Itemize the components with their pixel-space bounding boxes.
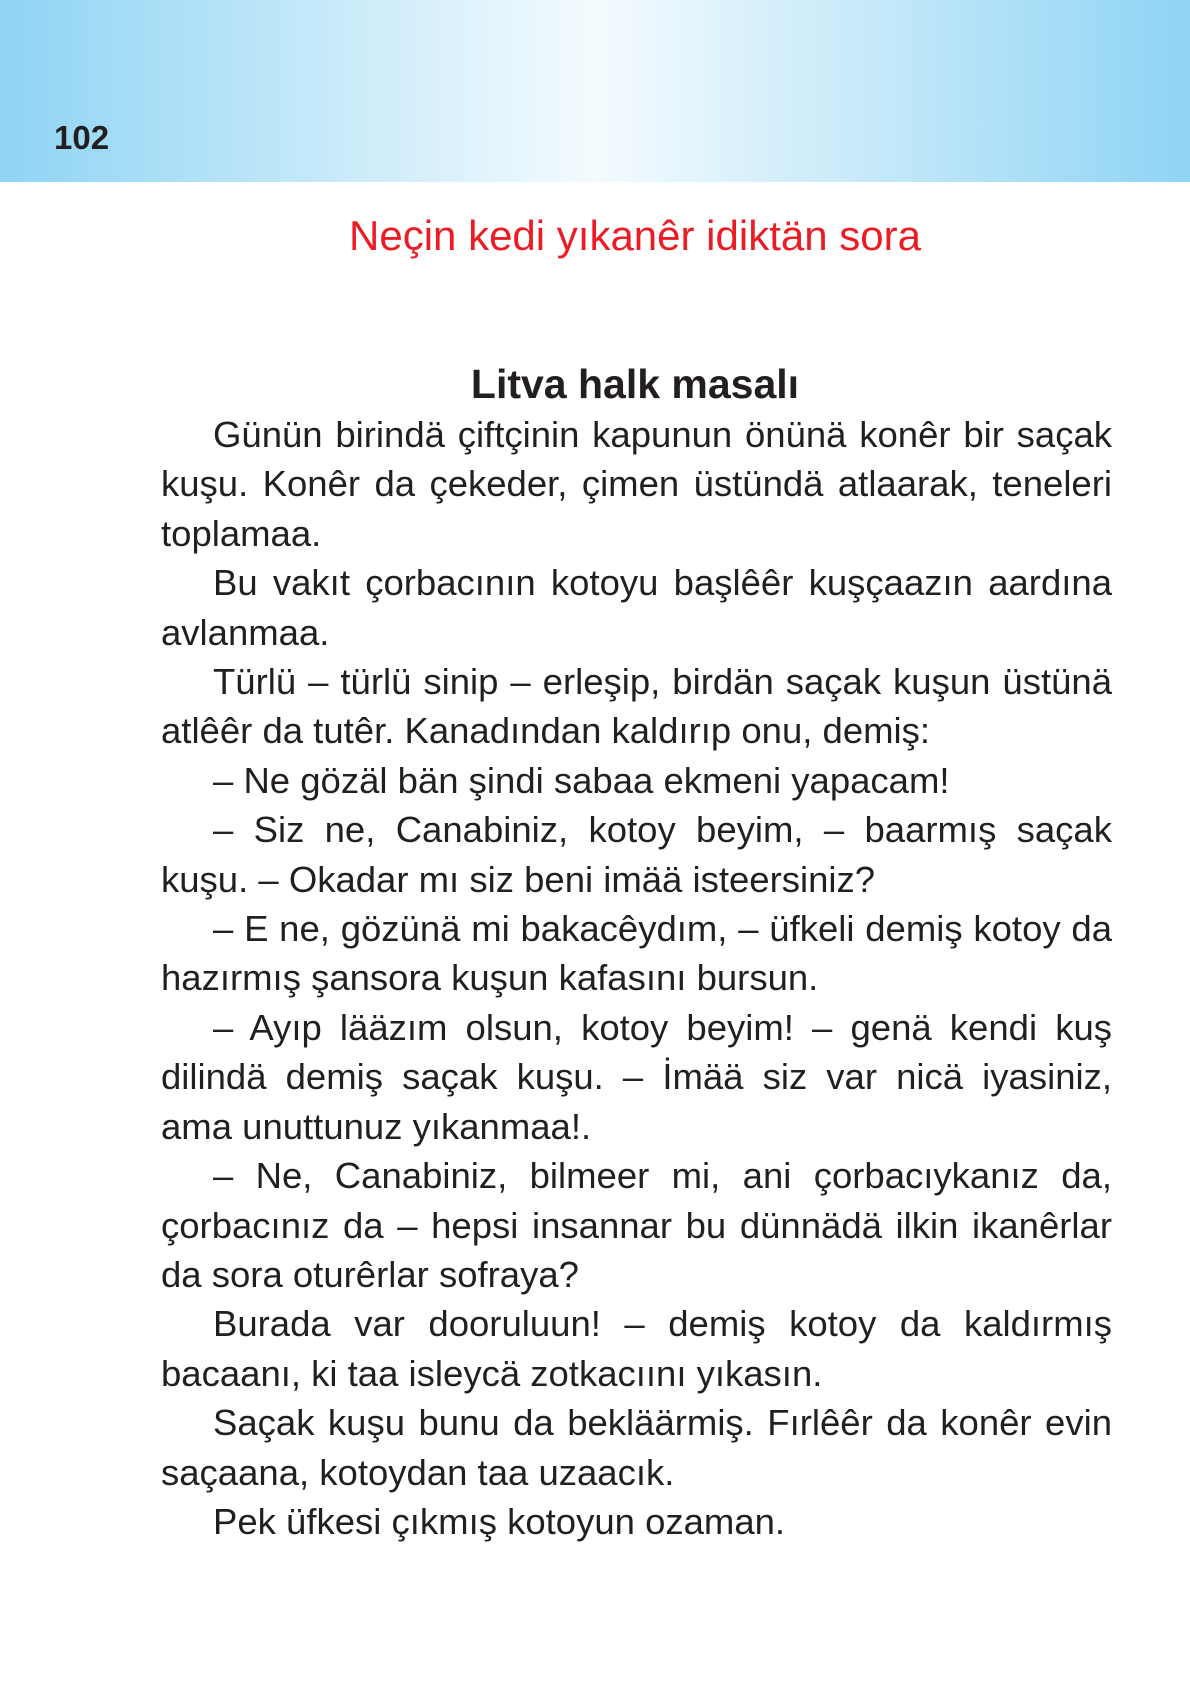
story-paragraph: – Siz ne, Canabiniz, kotoy beyim, – baarmış saçak kuşu. – Okadar mı siz beni imää isteersiniz? — [161, 809, 1112, 900]
page-number: 102 — [54, 119, 110, 156]
story-paragraph: Pek üfkesi çıkmış kotoyun ozaman. — [213, 1500, 786, 1542]
story-paragraph: Bu vakıt çorbacının kotoyu başlêêr kuşçaazın aardına avlanmaa. — [161, 562, 1112, 653]
story-paragraph: Türlü – türlü sinip – erleşip, birdän saçak kuşun üstünä atlêêr da tutêr. Kanadından kaldırıp onu, demiş: — [161, 661, 1112, 752]
story-paragraph: Burada var dooruluun! – demiş kotoy da kaldırmış bacaanı, ki taa isleycä zotkacıını yıkasın. — [161, 1303, 1112, 1394]
story-body — [161, 410, 1112, 1546]
story-title: Neçin kedi yıkanêr idiktän sora — [349, 212, 921, 259]
story-paragraph: – E ne, gözünä mi bakacêydım, – üfkeli demiş kotoy da hazırmış şansora kuşun kafasını bursun. — [161, 908, 1112, 999]
story-paragraph: Günün birindä çiftçinin kapunun önünä konêr bir saçak kuşu. Konêr da çekeder, çimen üstündä atlaarak, teneleri toplamaa. — [161, 414, 1112, 554]
story-paragraph: – Ne, Canabiniz, bilmeer mi, ani çorbacıykanız da, çorbacınız da – hepsi insannar bu dünnädä ilkin ikanêrlar da sora oturêrlar sofraya? — [161, 1155, 1112, 1295]
story-paragraph: – Ne gözäl bän şindi sabaa ekmeni yapacam! — [213, 759, 950, 801]
story-subtitle: Litva halk masalı — [470, 361, 800, 407]
story-paragraph: Saçak kuşu bunu da bekläärmiş. Fırlêêr da konêr evin saçaana, kotoydan taa uzaacık. — [161, 1402, 1112, 1493]
header-band — [0, 0, 1190, 182]
story-paragraph: – Ayıp lääzım olsun, kotoy beyim! – genä kendi kuş dilindä demiş saçak kuşu. – İmää siz var nicä iyasiniz, ama unuttunuz yıkanmaa!. — [161, 1006, 1112, 1147]
